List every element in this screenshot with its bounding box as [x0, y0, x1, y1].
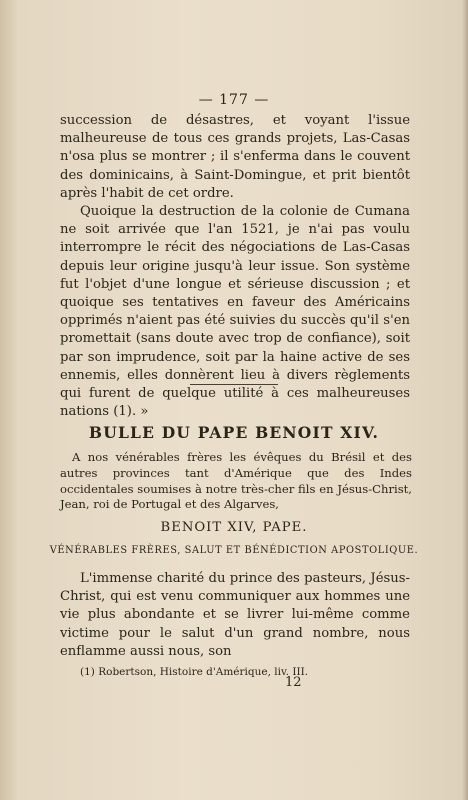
page-number-header: — 177 — — [198, 92, 270, 108]
page-edge-shadow — [462, 0, 468, 800]
salutation: VÉNÉRABLES FRÈRES, SALUT ET BÉNÉDICTION APOSTOLIQUE. — [49, 545, 419, 556]
footnote: (1) Robertson, Histoire d'Amérique, liv. III. — [80, 666, 309, 678]
pope-heading: BENOIT XIV, PAPE. — [160, 520, 308, 535]
signature-mark: 12 — [285, 675, 302, 690]
text-block-bottom — [60, 570, 410, 661]
address-text: A nos vénérables frères les évêques du Brésil et des autres provinces tant d'Amérique que des Indes occidentales soumises à notre très-cher fils en Jésus-Christ, Jean, roi de Portugal et des Algarves, — [60, 450, 412, 512]
paragraph-continuation: succession de désastres, et voyant l'issue malheureuse de tous ces grands projets, Las-Casas n'osa plus se montrer ; il s'enferma dans le couvent des dominicains, à Saint-Domingue, et prit bientôt après l'habit de cet ordre. — [60, 113, 410, 201]
text-block-top — [60, 112, 410, 421]
paragraph-cumana: Quoique la destruction de la colonie de Cumana ne soit arrivée que l'an 1521, je n'ai pas voulu interrompre le récit des négociations de Las-Casas depuis leur origine jusqu'à leur issue. Son système fut l'objet d'une longue et sérieuse discussion ; et quoique ses tentatives en faveur des Américains opprimés n'aient pas été suivies du succès qu'il s'en promettait (sans doute avec trop de confiance), soit par son imprudence, soit par la haine active de ses ennemis, elles donnèrent lieu à divers règlements qui furent de quelque utilité à ces malheureuses nations (1). » — [60, 204, 410, 420]
section-title: BULLE DU PAPE BENOIT XIV. — [88, 423, 380, 442]
bull-address — [60, 450, 412, 513]
paragraph-charity: L'immense charité du prince des pasteurs, Jésus-Christ, qui est venu communiquer aux hommes une vie plus abondante et se livrer lui-même comme victime pour le salut d'un grand nombre, nous enflamme aussi nous, son — [60, 571, 410, 659]
section-divider — [190, 384, 278, 385]
